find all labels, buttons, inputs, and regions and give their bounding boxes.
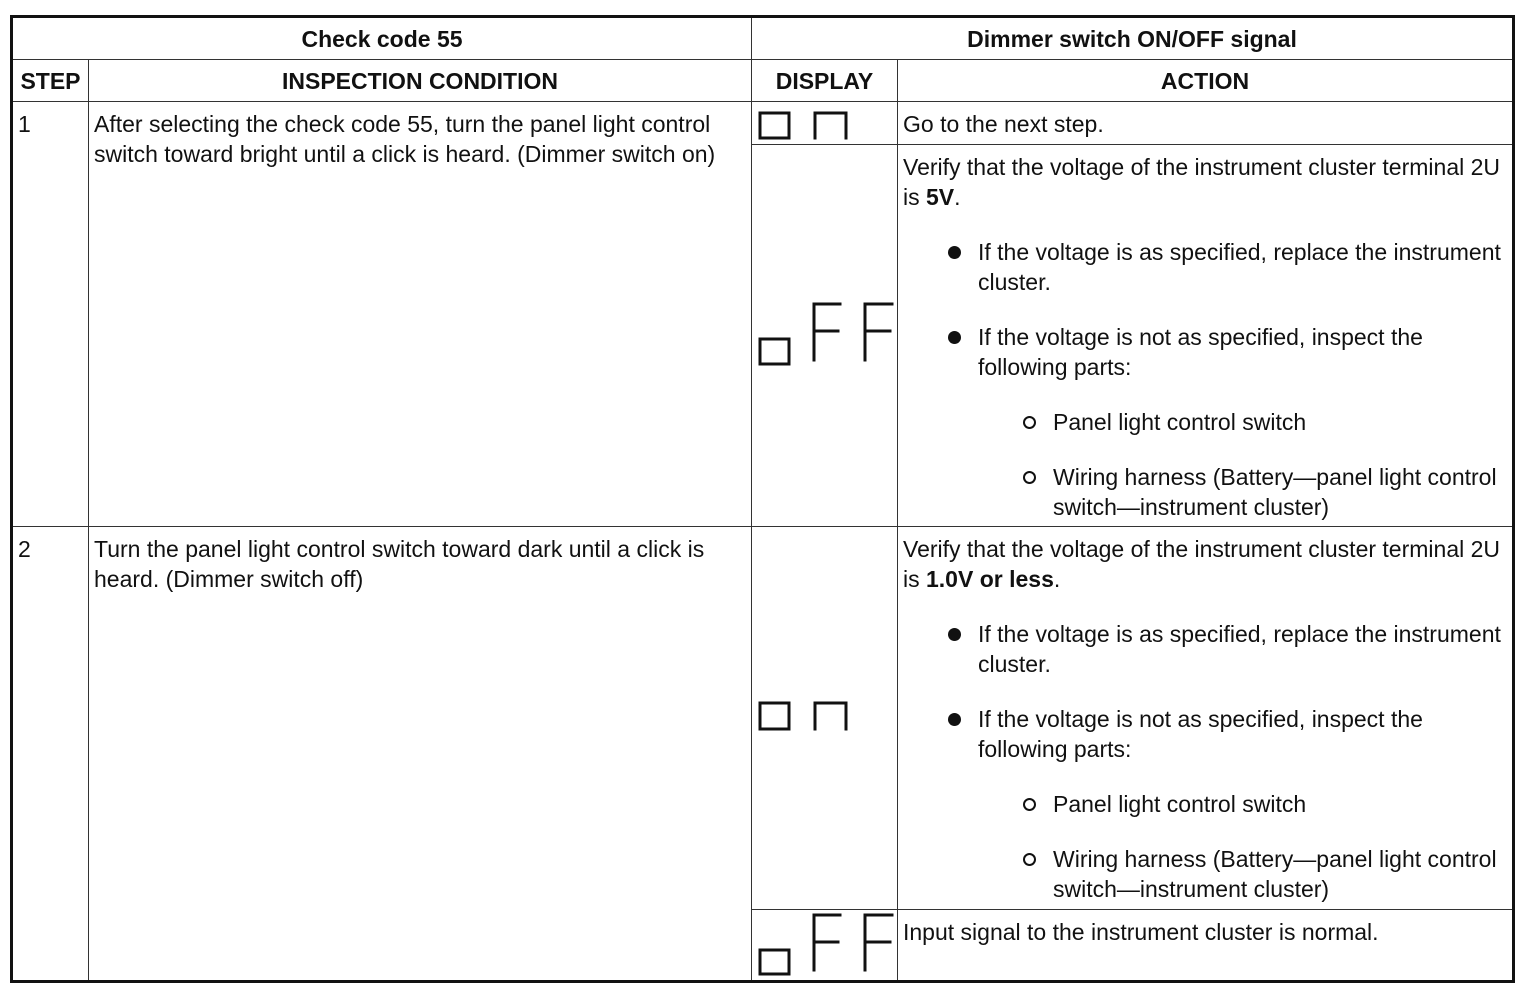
list-item: Wiring harness (Battery—panel light control switch—instrument cluster) — [978, 462, 1502, 522]
col-display-header: DISPLAY — [752, 60, 898, 102]
circle-bullet-icon — [1023, 798, 1036, 811]
action-verify-text: Verify that the voltage of the instrument cluster terminal 2U is 5V. — [903, 154, 1501, 210]
lcd-on-display — [752, 102, 898, 144]
action-cell — [898, 145, 1514, 527]
inspection-condition: After selecting the check code 55, turn the panel light control switch toward bright until a click is heard. (Dimmer switch on) — [89, 102, 752, 527]
col-step-header: STEP — [12, 60, 89, 102]
list-item: If the voltage is not as specified, inspect the following parts: Panel light control switch Wiring harness (Battery—panel light control switch—instrument cluster) — [903, 704, 1502, 904]
inspection-condition: Turn the panel light control switch toward dark until a click is heard. (Dimmer switch off) — [89, 527, 752, 982]
lcd-off-display — [752, 910, 898, 980]
action-cell — [898, 527, 1514, 910]
bullet-list — [903, 619, 1502, 904]
list-item: Panel light control switch — [978, 407, 1502, 437]
list-item: If the voltage is as specified, replace the instrument cluster. — [903, 619, 1502, 679]
check-code-title: Check code 55 — [12, 17, 752, 60]
bullet-icon — [948, 331, 961, 344]
circle-bullet-icon — [1023, 853, 1036, 866]
step-number: 1 — [12, 102, 89, 527]
check-code-table — [10, 15, 1515, 983]
bullet-icon — [948, 246, 961, 259]
signal-title: Dimmer switch ON/OFF signal — [752, 17, 1514, 60]
action-verify-text: Verify that the voltage of the instrument cluster terminal 2U is 1.0V or less. — [903, 536, 1501, 592]
col-action-header: ACTION — [898, 60, 1514, 102]
circle-bullet-icon — [1023, 416, 1036, 429]
list-item: If the voltage is not as specified, inspect the following parts: Panel light control switch Wiring harness (Battery—panel light control switch—instrument cluster) — [903, 322, 1502, 522]
bullet-icon — [948, 628, 961, 641]
action-text: Go to the next step. — [898, 102, 1514, 145]
spec-value: 5V — [926, 184, 955, 210]
list-item: If the voltage is as specified, replace the instrument cluster. — [903, 237, 1502, 297]
step-number: 2 — [12, 527, 89, 982]
display-cell — [752, 102, 898, 145]
sub-list — [978, 407, 1502, 522]
bullet-icon — [948, 713, 961, 726]
bullet-list — [903, 237, 1502, 522]
lcd-on-display — [752, 697, 898, 739]
list-item: Wiring harness (Battery—panel light control switch—instrument cluster) — [978, 844, 1502, 904]
circle-bullet-icon — [1023, 471, 1036, 484]
action-text: Input signal to the instrument cluster is normal. — [898, 910, 1514, 982]
list-item: Panel light control switch — [978, 789, 1502, 819]
display-cell — [752, 527, 898, 910]
display-cell — [752, 145, 898, 527]
display-cell — [752, 910, 898, 982]
col-condition-header: INSPECTION CONDITION — [89, 60, 752, 102]
lcd-off-display — [752, 296, 898, 376]
spec-value: 1.0V or less — [926, 566, 1054, 592]
sub-list — [978, 789, 1502, 904]
